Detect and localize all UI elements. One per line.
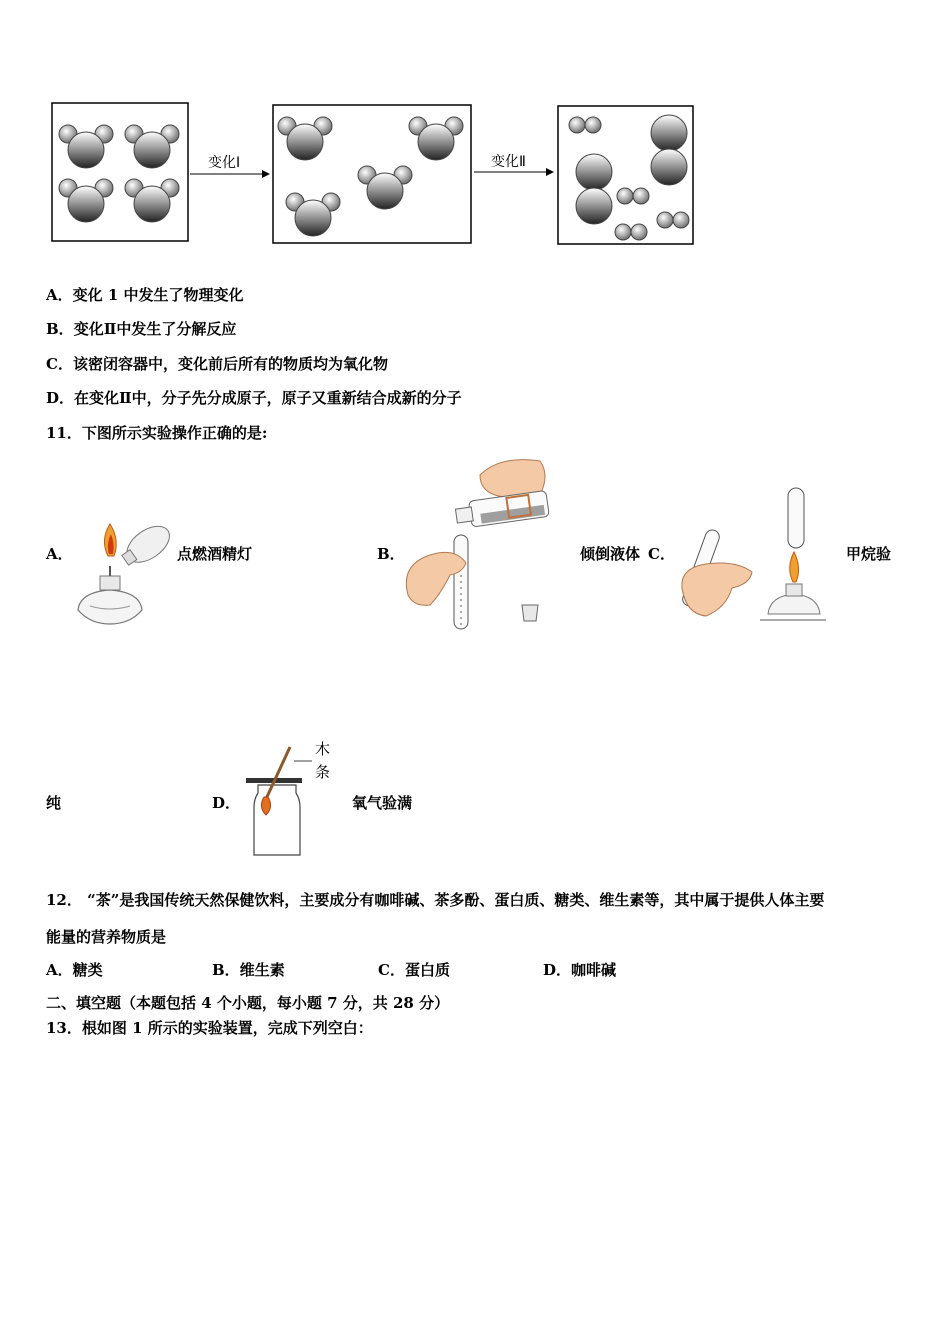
q11-d-letter: D． <box>212 794 241 812</box>
q11-stem: 11．下图所示实验操作正确的是: <box>46 424 268 442</box>
q12-option-a <box>46 960 103 980</box>
q12-option-c <box>378 960 450 980</box>
option-letter: B． <box>46 320 74 338</box>
option-text: 咖啡碱 <box>571 961 617 979</box>
section2-title: 二、填空题（本题包括 4 个小题，每小题 7 分，共 28 分） <box>46 994 450 1012</box>
q11-a-text: 点燃酒精灯 <box>177 545 253 563</box>
option-letter: D． <box>543 961 572 979</box>
q11-c-text-continued: 纯 <box>46 794 62 812</box>
q11-b-letter: B． <box>377 545 405 563</box>
option-text: 蛋白质 <box>404 961 450 979</box>
q12-stem-line1: 12． “茶”是我国传统天然保健饮料，主要成分有咖啡碱、茶多酚、蛋白质、糖类、维生素等，其中属于提供人体主要 <box>46 891 825 909</box>
option-letter: C． <box>46 355 73 373</box>
q10-option-b <box>46 319 236 339</box>
q11-c-letter: C． <box>648 545 675 563</box>
q11-c-text: 甲烷验 <box>846 545 892 563</box>
option-letter: B． <box>212 961 240 979</box>
molecule-diagram <box>0 0 950 260</box>
q11-d-label-1: 木 <box>315 740 331 758</box>
q12-stem-line2: 能量的营养物质是 <box>46 928 167 946</box>
q10-option-d <box>46 388 462 408</box>
option-text: 该密闭容器中，变化前后所有的物质均为氧化物 <box>72 355 388 373</box>
option-text: 维生素 <box>239 961 285 979</box>
option-text: 变化 1 中发生了物理变化 <box>72 286 244 304</box>
option-letter: A． <box>46 961 73 979</box>
option-letter: C． <box>378 961 405 979</box>
methane-purity-test-image <box>676 488 836 628</box>
q10-option-c <box>46 354 388 374</box>
option-text: 变化Ⅱ中发生了分解反应 <box>73 320 237 338</box>
q12-option-d <box>543 960 616 980</box>
q10-option-a <box>46 285 244 305</box>
diagram-box-1 <box>52 103 188 241</box>
q11-d-label-2: 条 <box>315 763 331 781</box>
option-letter: A． <box>46 286 73 304</box>
q11-d-text: 氧气验满 <box>352 794 413 812</box>
pour-liquid-image <box>400 455 560 635</box>
arrow-1-head <box>262 170 270 178</box>
change2-label: 变化Ⅱ <box>491 154 526 170</box>
option-letter: D． <box>46 389 75 407</box>
option-text: 糖类 <box>72 961 103 979</box>
q12-option-b <box>212 960 285 980</box>
q11-a-letter: A． <box>46 545 73 563</box>
q11-b-text: 倾倒液体 <box>580 545 641 563</box>
option-text: 在变化Ⅱ中，分子先分成原子，原子又重新结合成新的分子 <box>74 389 462 407</box>
q13-stem: 13．根如图 1 所示的实验装置，完成下列空白： <box>46 1019 373 1037</box>
arrow-2-head <box>546 168 554 176</box>
alcohol-lamp-lighting-image <box>70 520 180 630</box>
change1-label: 变化Ⅰ <box>208 155 241 171</box>
